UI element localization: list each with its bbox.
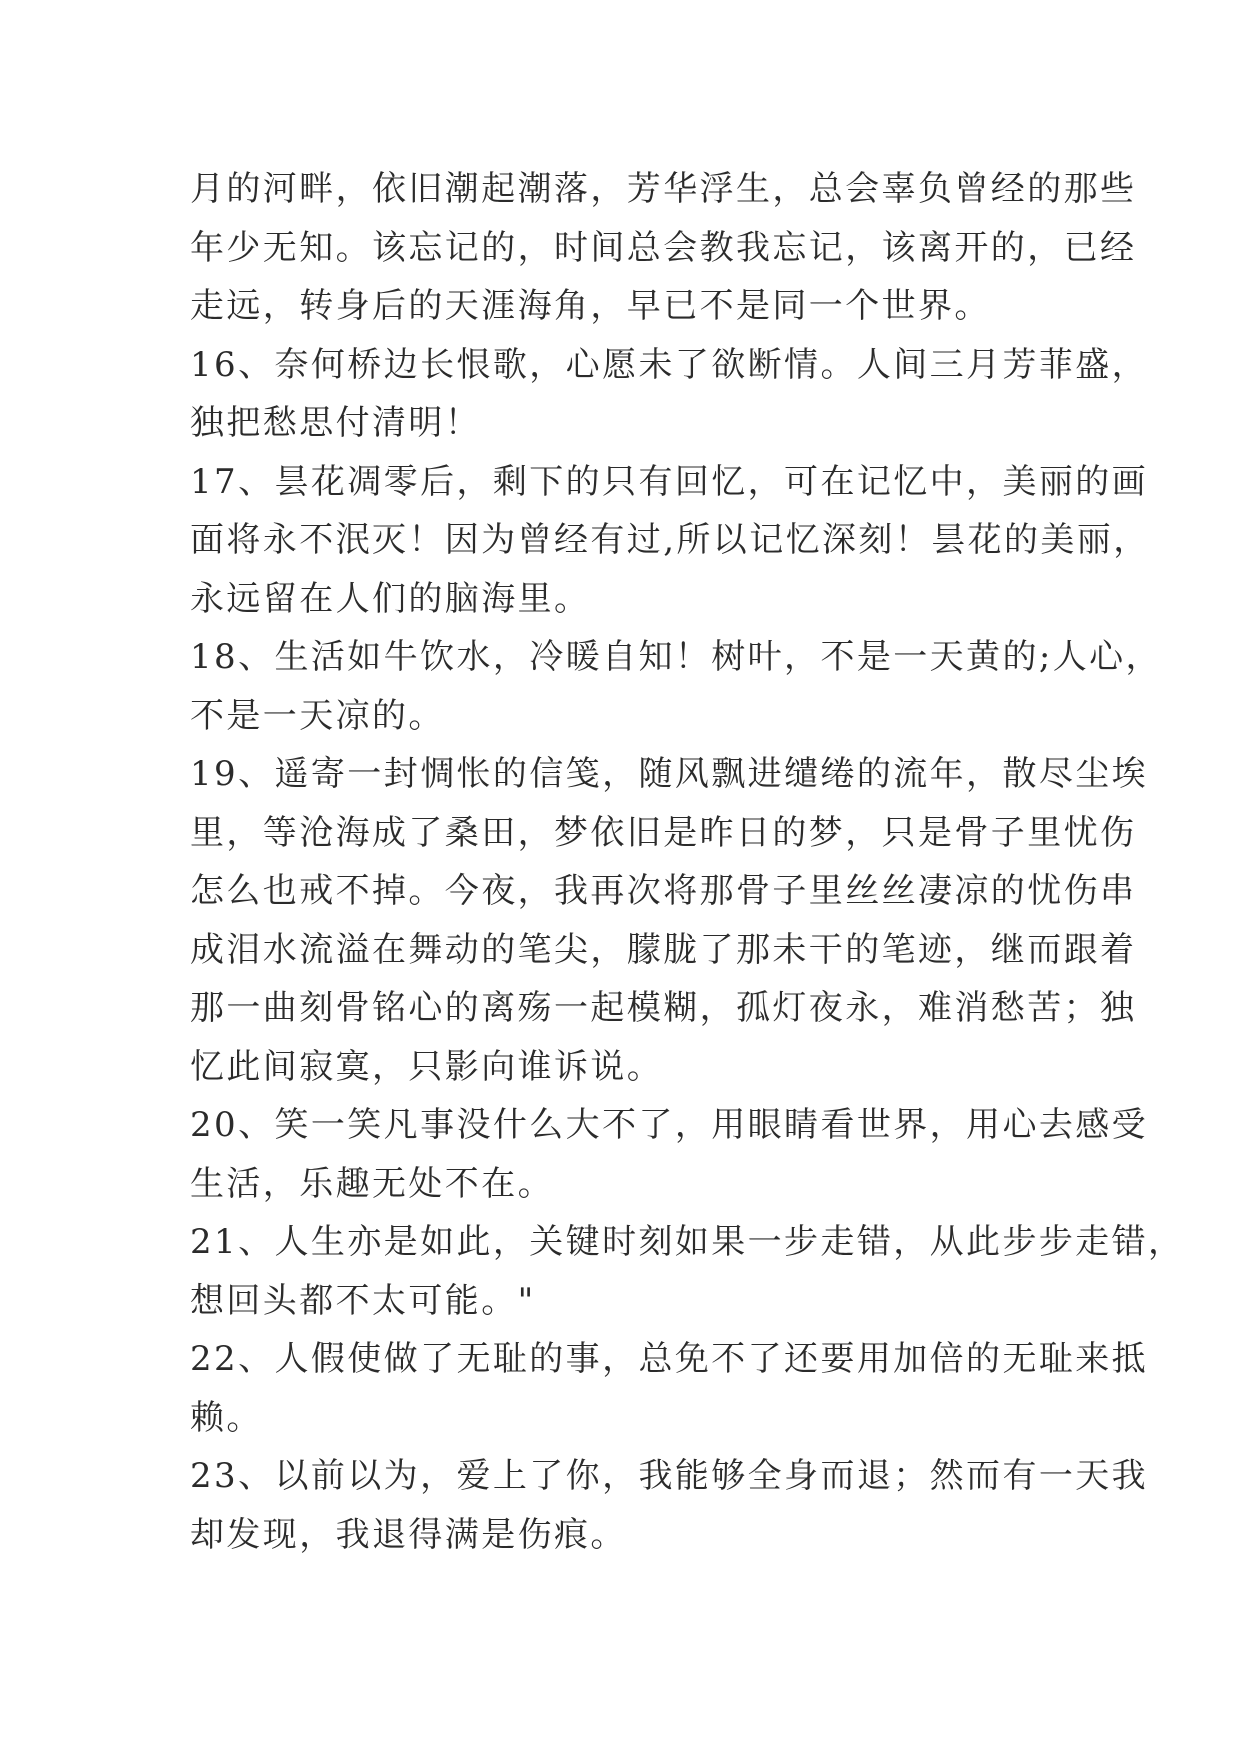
text-line: 16、奈何桥边长恨歌，心愿未了欲断情。人间三月芳菲盛，	[190, 344, 1149, 385]
text-line: 怎么也戒不掉。今夜，我再次将那骨子里丝丝凄凉的忧伤串	[190, 871, 1137, 911]
text-line: 21、人生亦是如此，关键时刻如果一步走错，从此步步走错，	[190, 1222, 1185, 1262]
text-line: 独把愁思付清明！	[190, 403, 482, 443]
text-line: 里，等沧海成了桑田，梦依旧是昨日的梦，只是骨子里忧伤	[190, 812, 1137, 853]
text-line: 成泪水流溢在舞动的笔尖，朦胧了那未干的笔迹，继而跟着	[190, 929, 1137, 970]
text-line: 20、笑一笑凡事没什么大不了，用眼睛看世界，用心去感受	[190, 1105, 1149, 1145]
text-line: 18、生活如牛饮水，冷暖自知！树叶，不是一天黄的;人心，	[190, 637, 1162, 677]
text-line: 想回头都不太可能。"	[190, 1280, 536, 1321]
text-line: 忆此间寂寞，只影向谁诉说。	[190, 1046, 664, 1087]
text-line: 面将永不泯灭！因为曾经有过,所以记忆深刻！昙花的美丽，	[190, 520, 1150, 560]
text-line: 不是一天凉的。	[190, 695, 445, 736]
document-body	[190, 160, 1185, 1564]
text-line: 19、遥寄一封惆怅的信笺，随风飘进缱绻的流年，散尽尘埃	[190, 754, 1149, 794]
text-line: 月的河畔，依旧潮起潮落，芳华浮生，总会辜负曾经的那些	[190, 169, 1137, 209]
text-line: 永远留在人们的脑海里。	[190, 578, 591, 619]
text-line: 那一曲刻骨铭心的离殇一起模糊，孤灯夜永，难消愁苦；独	[190, 988, 1137, 1028]
text-line: 走远，转身后的天涯海角，早已不是同一个世界。	[190, 286, 991, 326]
text-line: 生活，乐趣无处不在。	[190, 1163, 554, 1204]
text-line: 却发现，我退得满是伤痕。	[190, 1514, 627, 1555]
text-line: 23、以前以为，爱上了你，我能够全身而退；然而有一天我	[190, 1456, 1149, 1496]
text-line: 赖。	[190, 1397, 263, 1438]
text-line: 22、人假使做了无耻的事，总免不了还要用加倍的无耻来抵	[190, 1339, 1149, 1379]
text-line: 17、昙花凋零后，剩下的只有回忆，可在记忆中，美丽的画	[190, 461, 1149, 502]
text-line: 年少无知。该忘记的，时间总会教我忘记，该离开的，已经	[190, 227, 1137, 268]
